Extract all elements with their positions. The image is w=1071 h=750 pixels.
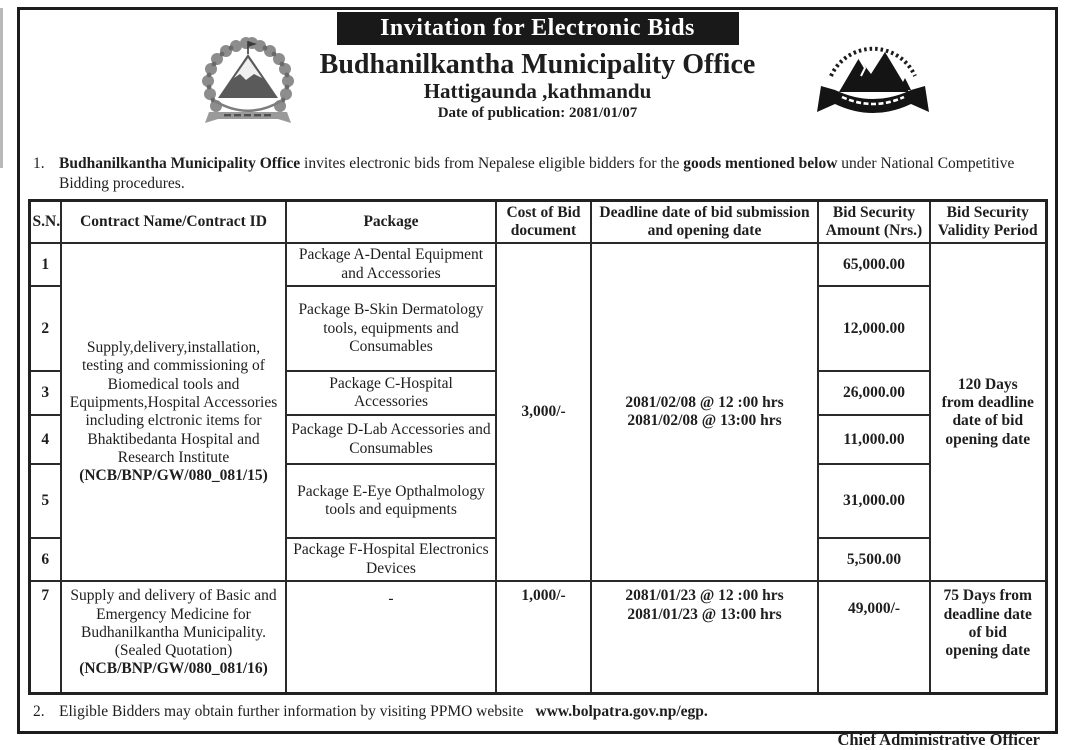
intro-bold-office: Budhanilkantha Municipality Office — [59, 155, 301, 172]
sn-cell: 4 — [29, 415, 61, 464]
cost-cell-group1: 3,000/- — [496, 243, 591, 581]
sn-cell: 1 — [29, 243, 61, 286]
contract-cell-row7 — [61, 581, 286, 693]
validity-cell-group1: 120 Days from deadline date of bid opening date — [930, 243, 1046, 581]
footer-number: 2. — [33, 702, 45, 720]
office-address: Hattigaunda ,kathmandu — [423, 79, 652, 104]
footer-text — [59, 703, 708, 721]
amount-cell: 11,000.00 — [818, 415, 930, 464]
contract-name: Supply,delivery,installation, testing and commissioning of Biomedical tools and Equipments,Hospital Accessories including elctronic items for Bhaktibedanta Hospital and Research Institute — [69, 339, 278, 466]
package-cell: Package D-Lab Accessories and Consumables — [286, 415, 496, 464]
intro-mid-text: invites electronic bids from Nepalese eligible bidders for the — [300, 155, 684, 172]
signature-title: Chief Administrative Officer — [837, 729, 1040, 749]
contract-name: Supply and delivery of Basic and Emergency Medicine for Budhanilkantha Municipality. — [70, 587, 277, 641]
header-cost: Cost of Bid document — [496, 200, 591, 243]
bids-table — [28, 199, 1048, 695]
validity-cell: 75 Days from deadline date of bid opening date — [930, 581, 1046, 693]
package-cell: Package F-Hospital Electronics Devices — [286, 538, 496, 581]
sn-cell: 2 — [29, 286, 61, 371]
contract-note: (Sealed Quotation) — [114, 642, 233, 660]
deadline-opening: 2081/01/23 @ 13:00 hrs — [627, 605, 782, 623]
nepal-coat-of-arms-icon — [196, 36, 300, 134]
deadline-cell-group1 — [591, 243, 818, 581]
header-package: Package — [286, 200, 496, 243]
package-cell: Package E-Eye Opthalmology tools and equipments — [286, 464, 496, 538]
intro-paragraph — [33, 154, 1041, 194]
intro-text — [59, 154, 1041, 194]
deadline-submission: 2081/02/08 @ 12 :00 hrs — [625, 393, 784, 411]
notice-page — [17, 7, 1058, 749]
sn-cell: 7 — [29, 581, 61, 693]
header-contract: Contract Name/Contract ID — [61, 200, 286, 243]
amount-cell: 65,000.00 — [818, 243, 930, 286]
package-cell: - — [286, 581, 496, 693]
contract-id: (NCB/BNP/GW/080_081/15) — [79, 467, 268, 485]
deadline-opening: 2081/02/08 @ 13:00 hrs — [627, 412, 782, 430]
sn-cell: 5 — [29, 464, 61, 538]
banner-title: Invitation for Electronic Bids — [380, 15, 695, 41]
package-cell: Package C-Hospital Accessories — [286, 371, 496, 415]
header-validity: Bid Security Validity Period — [930, 200, 1046, 243]
header-sn: S.N. — [29, 200, 61, 243]
deadline-cell — [591, 581, 818, 693]
sn-cell: 3 — [29, 371, 61, 415]
publication-date: Date of publication: 2081/01/07 — [437, 105, 638, 122]
table-header-row — [29, 200, 1046, 243]
amount-cell: 31,000.00 — [818, 464, 930, 538]
package-cell: Package B-Skin Dermatology tools, equipments and Consumables — [286, 286, 496, 371]
amount-cell: 5,500.00 — [818, 538, 930, 581]
cost-cell: 1,000/- — [496, 581, 591, 693]
header-deadline: Deadline date of bid submission and opening date — [591, 200, 818, 243]
amount-cell: 49,000/- — [818, 581, 930, 693]
package-cell: Package A-Dental Equipment and Accessories — [286, 243, 496, 286]
banner — [337, 12, 739, 45]
ppmo-website-url: www.bolpatra.gov.np/egp. — [535, 702, 708, 720]
sn-cell: 6 — [29, 538, 61, 581]
footer-info-text: Eligible Bidders may obtain further information by visiting PPMO website — [59, 702, 524, 720]
municipality-seal-icon — [815, 32, 931, 130]
office-name: Budhanilkantha Municipality Office — [319, 49, 756, 80]
amount-cell: 12,000.00 — [818, 286, 930, 371]
intro-bold-goods: goods mentioned below — [683, 155, 838, 172]
contract-id: (NCB/BNP/GW/080_081/16) — [79, 660, 268, 678]
header-security-amount: Bid Security Amount (Nrs.) — [818, 200, 930, 243]
deadline-submission: 2081/01/23 @ 12 :00 hrs — [625, 587, 784, 605]
notice-header — [20, 12, 1055, 148]
table-row — [29, 581, 1046, 693]
footer-note — [33, 703, 1041, 721]
table-row — [29, 243, 1046, 286]
amount-cell: 26,000.00 — [818, 371, 930, 415]
intro-tail-text: under National Competitive Bidding procedures. — [59, 155, 1015, 192]
scan-edge-artifact — [0, 8, 3, 168]
intro-number: 1. — [33, 155, 45, 172]
contract-cell-group1 — [61, 243, 286, 581]
